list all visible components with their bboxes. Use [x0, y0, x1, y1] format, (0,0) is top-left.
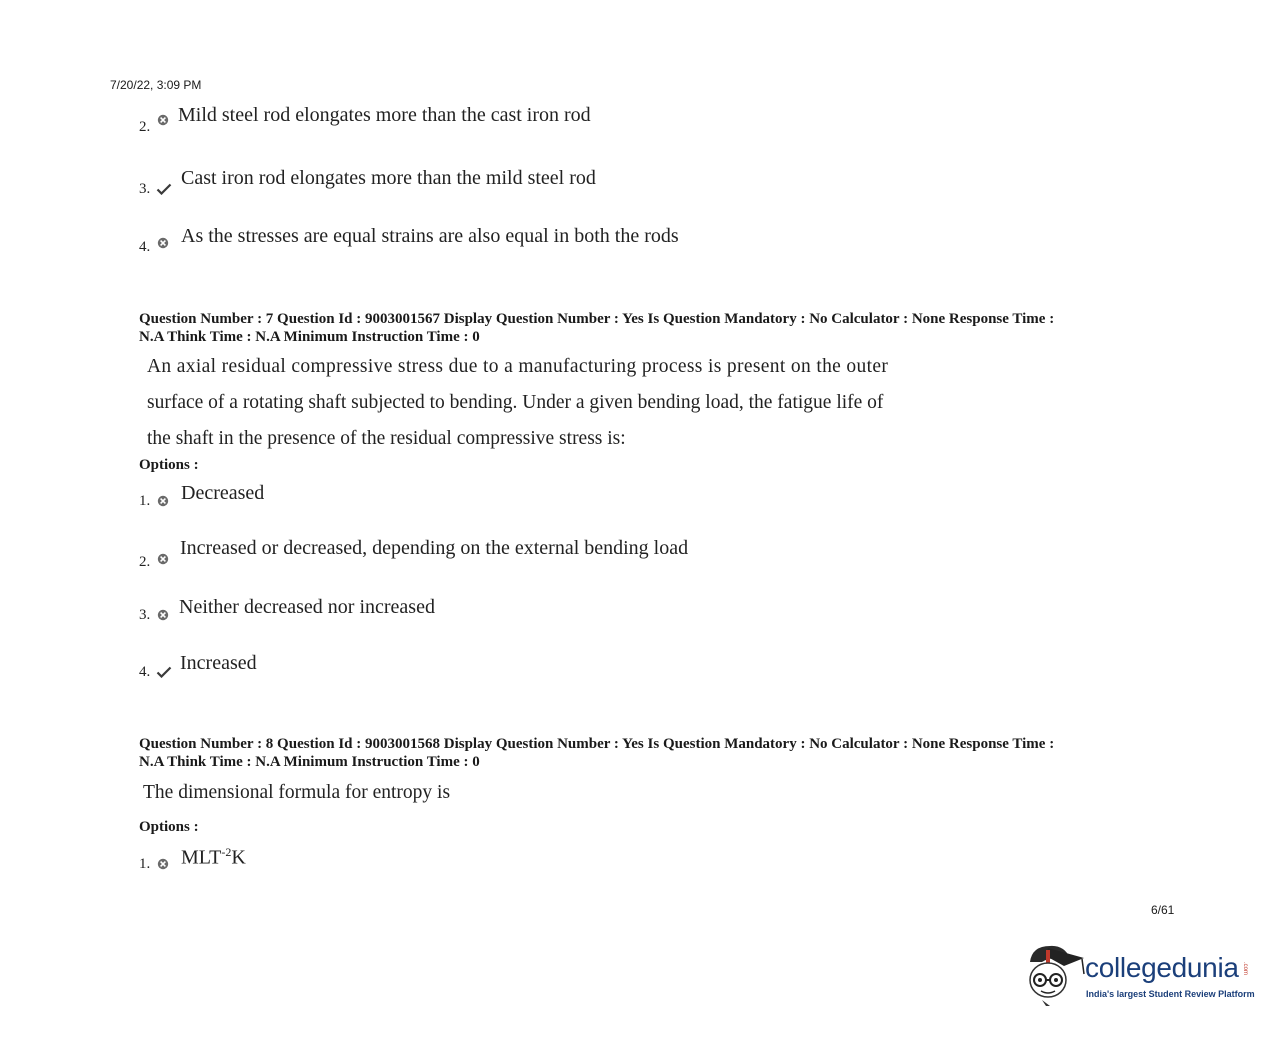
- option-number: 1.: [139, 493, 151, 509]
- formula-tail: K: [231, 846, 246, 869]
- q7-meta-line-2: N.A Think Time : N.A Minimum Instruction Time : 0: [139, 329, 480, 345]
- option-number: 2.: [139, 119, 151, 135]
- incorrect-cross-icon: [157, 237, 169, 249]
- q7-option-4-text: Increased: [180, 652, 257, 674]
- page-number: 6/61: [1151, 903, 1175, 917]
- formula-base: MLT: [181, 846, 222, 869]
- q7-text-line-3: the shaft in the presence of the residual compressive stress is:: [147, 428, 626, 449]
- q7-option-2: [139, 553, 169, 571]
- collegedunia-tagline: India's largest Student Review Platform: [1086, 989, 1255, 999]
- q7-option-3: [139, 606, 169, 624]
- correct-check-icon: [156, 666, 172, 678]
- option-number: 4.: [139, 664, 151, 680]
- q8-option-1: [139, 855, 169, 873]
- q8-options-label: Options :: [139, 819, 199, 835]
- q7-option-3-text: Neither decreased nor increased: [179, 596, 435, 618]
- incorrect-cross-icon: [157, 553, 169, 565]
- q7-text-line-1: An axial residual compressive stress due to a manufacturing process is present on the outer: [147, 356, 889, 377]
- q8-option-1-text: [181, 845, 246, 870]
- option-number: 3.: [139, 181, 151, 197]
- q7-options-label: Options :: [139, 457, 199, 473]
- q7-option-2-text: Increased or decreased, depending on the external bending load: [180, 537, 689, 559]
- q6-option-3-text: Cast iron rod elongates more than the mild steel rod: [181, 167, 596, 189]
- option-number: 1.: [139, 856, 151, 872]
- q6-option-2: [139, 118, 169, 136]
- incorrect-cross-icon: [157, 495, 169, 507]
- q6-option-4-text: As the stresses are equal strains are also equal in both the rods: [181, 225, 679, 247]
- incorrect-cross-icon: [157, 858, 169, 870]
- q7-metadata: [139, 310, 1149, 346]
- q7-option-1-text: Decreased: [181, 482, 265, 504]
- collegedunia-mascot-icon: [1024, 940, 1088, 1006]
- q7-text-line-2: surface of a rotating shaft subjected to bending. Under a given bending load, the fatigue life of: [147, 392, 884, 413]
- q8-metadata: [139, 735, 1149, 771]
- option-number: 2.: [139, 554, 151, 570]
- incorrect-cross-icon: [157, 114, 169, 126]
- collegedunia-logo-suffix: .com: [1242, 962, 1248, 976]
- print-timestamp: 7/20/22, 3:09 PM: [110, 78, 202, 92]
- q8-meta-line-2: N.A Think Time : N.A Minimum Instruction Time : 0: [139, 754, 480, 770]
- q6-option-2-text: Mild steel rod elongates more than the cast iron rod: [178, 104, 591, 126]
- q7-meta-line-1: Question Number : 7 Question Id : 9003001567 Display Question Number : Yes Is Question Mandatory : No Calculator : None Response Time :: [139, 311, 1055, 327]
- q8-text: The dimensional formula for entropy is: [143, 782, 451, 803]
- q7-option-1: [139, 492, 169, 510]
- formula-exponent: -2: [221, 845, 232, 859]
- q6-option-3: [139, 180, 172, 198]
- q6-option-4: [139, 238, 169, 256]
- incorrect-cross-icon: [157, 609, 169, 621]
- q8-meta-line-1: Question Number : 8 Question Id : 9003001568 Display Question Number : Yes Is Question Mandatory : No Calculator : None Response Time :: [139, 736, 1055, 752]
- option-number: 4.: [139, 239, 151, 255]
- q7-option-4: [139, 663, 172, 681]
- collegedunia-logo-text: collegedunia: [1085, 952, 1239, 983]
- option-number: 3.: [139, 607, 151, 623]
- correct-check-icon: [156, 183, 172, 195]
